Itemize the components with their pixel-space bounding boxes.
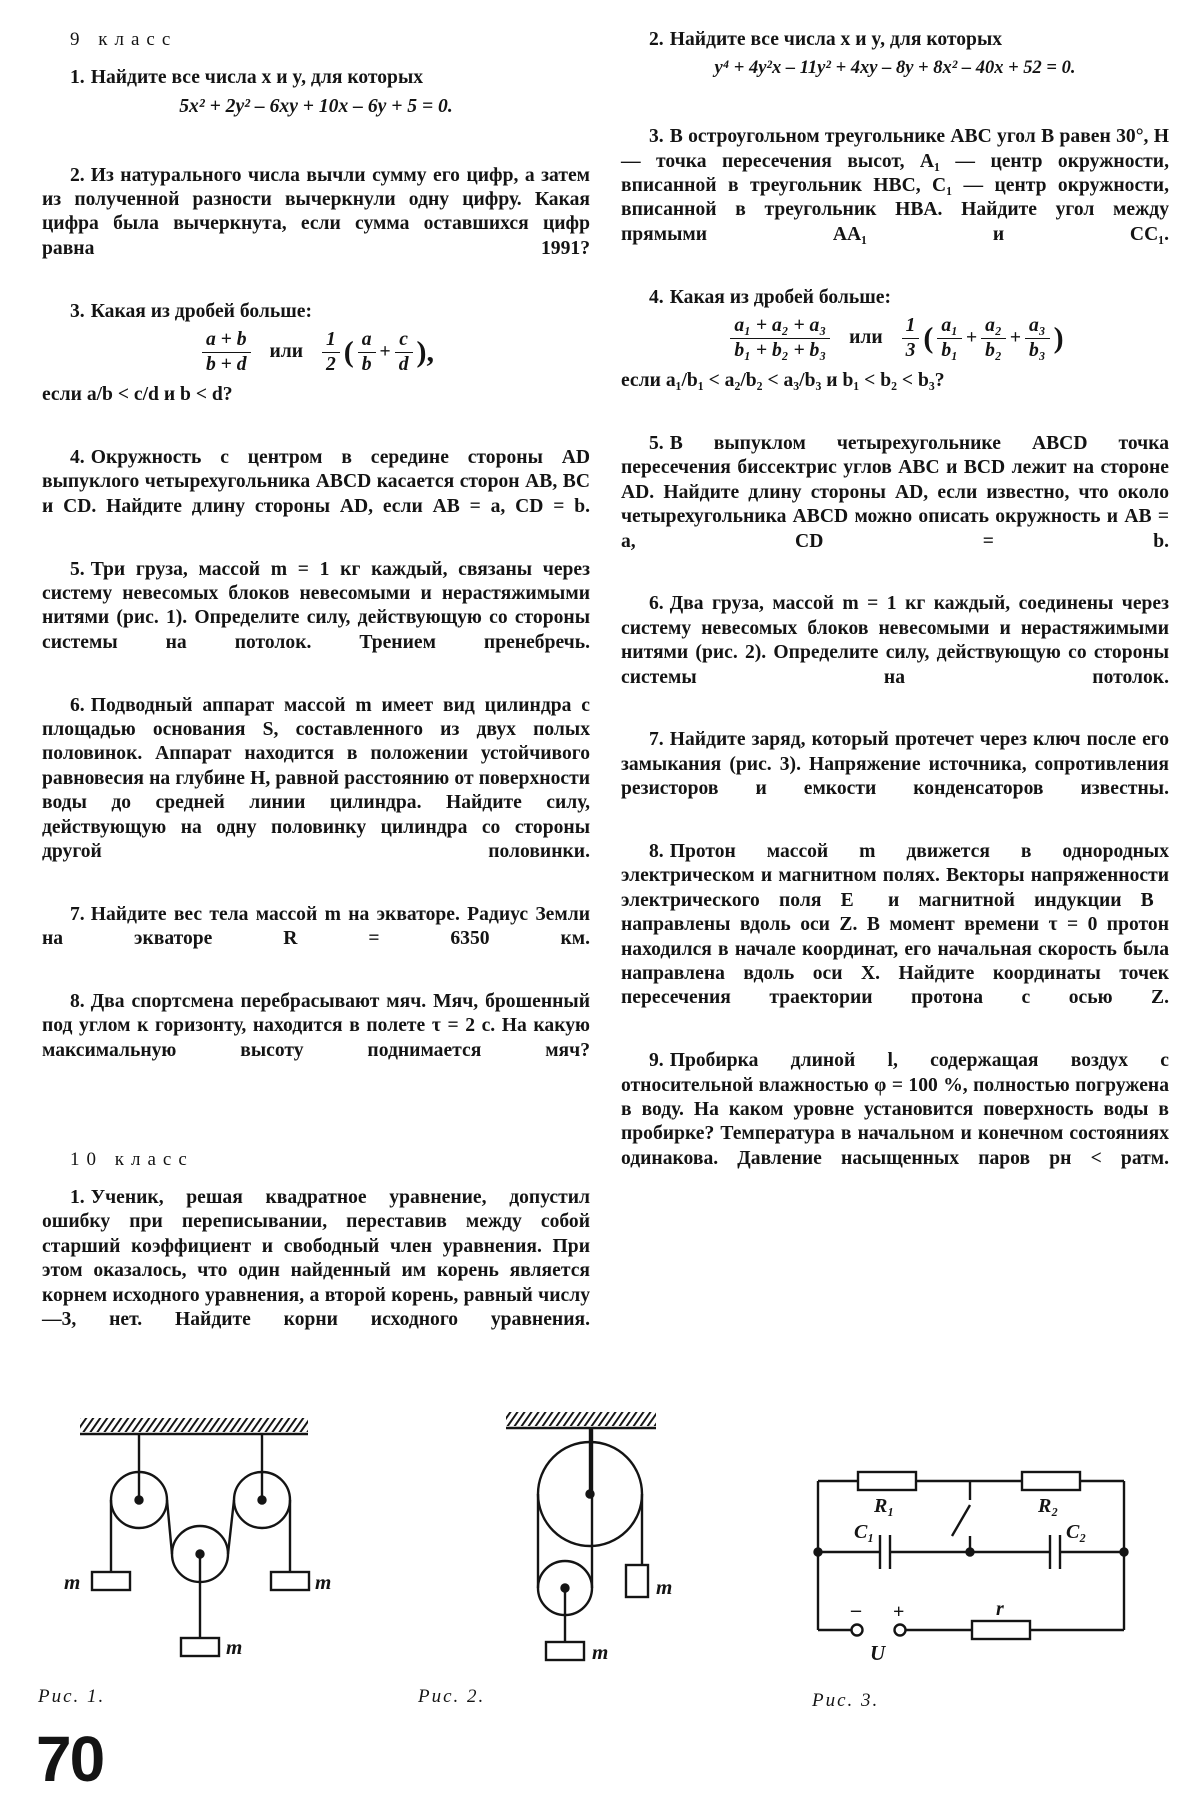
problem-number: 4. — [649, 286, 664, 308]
fraction — [1025, 314, 1050, 363]
pulley-center — [172, 1526, 228, 1582]
numerator: a₁ — [937, 314, 962, 339]
terminal-minus — [852, 1625, 863, 1636]
numerator: 1 — [902, 314, 920, 339]
plus-sign: + — [379, 341, 391, 363]
problem-text: Ученик, решая квадратное уравнение, допустил ошибку при переписывании, переставив между собой старший коэффициент и свободный член уравнения. При этом оказалось, что один найденный им корень является корнем исходного уравнения, а второй корень, равный числу —3, нет. Найдите корни исходного уравнения. — [42, 1187, 590, 1331]
axle — [562, 1585, 569, 1592]
fraction — [902, 314, 920, 363]
numerator: c — [395, 328, 413, 353]
left-column — [42, 28, 590, 1371]
label-r2: R₂ — [1038, 1495, 1059, 1517]
fraction-comparison — [42, 328, 590, 377]
plus-sign: + — [1009, 327, 1021, 349]
paren-open: ( — [343, 335, 354, 369]
fraction — [358, 328, 376, 377]
axle — [587, 1491, 594, 1498]
grade9-problem-6 — [42, 694, 590, 889]
problem-number: 4. — [70, 446, 85, 468]
mass-label: m — [656, 1575, 673, 1599]
problem-number: 7. — [649, 729, 664, 751]
problem-number: 2. — [649, 29, 664, 50]
problem-number: 1. — [70, 1187, 85, 1209]
grade10-problem-8 — [621, 840, 1169, 1035]
problem-text: Из натурального числа вычли сумму его цифр, а затем из полученной разности вычеркнули одну цифру. Какая цифра была вычеркнута, если сумма оставшихся цифр равна 1991? — [42, 164, 590, 259]
rope — [167, 1500, 172, 1554]
ceiling-hatch — [506, 1412, 656, 1426]
fraction — [202, 328, 251, 377]
grade10-problem-5 — [621, 432, 1169, 578]
problem-number: 2. — [70, 164, 85, 186]
pulley-small — [538, 1561, 592, 1615]
paren-open: ( — [923, 321, 934, 355]
or-word: или — [849, 327, 883, 349]
numerator: a₂ — [981, 314, 1006, 339]
condition: если a₁/b₁ < a₂/b₂ < a₃/b₃ и b₁ < b₂ < b₃? — [621, 370, 945, 392]
resistor-r1 — [858, 1472, 916, 1490]
figure-1-pulley-system — [80, 1418, 309, 1656]
grade9-problem-8 — [42, 990, 590, 1088]
label-plus: + — [893, 1601, 905, 1623]
node — [815, 1549, 822, 1556]
problem-number: 5. — [70, 558, 85, 580]
label-c1: C₁ — [854, 1521, 875, 1543]
page-number: 70 — [36, 1723, 104, 1795]
problem-text: Пробирка длиной l, содержащая воздух с относительной влажностью φ = 100 %, полностью погружена в воду. На каком уровне установится поверхность воды в пробирке? Температура в начальном и конечном состояниях одинакова. Давление насыщенных паров pн < pатм. — [621, 1050, 1169, 1169]
denominator: b₃ — [1028, 340, 1046, 362]
grade9-problem-1 — [42, 66, 590, 149]
numerator: a₁ + a₂ + a₃ — [730, 314, 830, 339]
grade9-problem-4 — [42, 446, 590, 544]
problem-number: 8. — [649, 840, 664, 862]
label-r1: R₁ — [874, 1495, 895, 1517]
grade10-problem-4 — [621, 286, 1169, 418]
node — [967, 1549, 974, 1556]
fraction — [730, 314, 830, 363]
switch-lever — [952, 1505, 970, 1536]
denominator: b₁ — [941, 340, 958, 362]
resistor-r — [972, 1621, 1030, 1639]
paren-close: ), — [416, 335, 434, 369]
fraction — [937, 314, 962, 363]
weight-bottom — [546, 1642, 584, 1660]
axle — [197, 1551, 204, 1558]
label-c2: C₂ — [1066, 1521, 1087, 1543]
problem-number: 7. — [70, 903, 85, 925]
paren-close: ) — [1053, 321, 1064, 355]
condition: если a/b < c/d и b < d? — [42, 384, 233, 406]
plus-sign: + — [966, 327, 978, 349]
problem-number: 3. — [70, 300, 85, 322]
grade9-problem-2 — [42, 164, 590, 286]
grade10-problem-7 — [621, 728, 1169, 826]
weight-left — [92, 1572, 130, 1590]
problem-number: 6. — [649, 593, 664, 615]
problem-number: 3. — [649, 126, 664, 148]
problem-text: Подводный аппарат массой m имеет вид цилиндра с площадью основания S, составленного из двух полых половинок. Аппарат находится в положении устойчивого равновесия на глубине H, равной расстоянию от поверхности воды до средней линии цилиндра. Найдите силу, действующую на одну половинку цилиндра со стороны другой половинки. — [42, 694, 590, 862]
fraction — [395, 328, 413, 377]
grade10-problem-2 — [621, 28, 1169, 111]
problem-number: 9. — [649, 1050, 664, 1072]
mass-label: m — [315, 1570, 332, 1594]
figure-2-caption: Рис. 2. — [418, 1686, 486, 1707]
numerator: a — [358, 328, 376, 353]
denominator: b + d — [205, 354, 247, 376]
problem-text: Найдите вес тела массой m на экваторе. Радиус Земли на экваторе R = 6350 км. — [42, 903, 590, 950]
fraction — [981, 314, 1006, 363]
problem-text: Найдите все числа x и y, для которых — [669, 29, 1003, 50]
pulley-right — [234, 1472, 290, 1528]
denominator: 3 — [905, 340, 916, 362]
problem-number: 1. — [70, 67, 85, 89]
fraction-comparison — [621, 314, 1169, 363]
weight-right — [626, 1565, 648, 1597]
grade9-heading: 9 класс — [70, 29, 178, 50]
problem-text: Два груза, массой m = 1 кг каждый, соединены через систему невесомых блоков невесомыми и нерастяжимыми нитями (рис. 2). Определите силу, действующую со стороны системы на потолок. — [621, 593, 1169, 688]
terminal-plus — [895, 1625, 906, 1636]
figure-3-caption: Рис. 3. — [812, 1690, 880, 1711]
rope — [228, 1500, 234, 1554]
grade10-problem-6 — [621, 592, 1169, 714]
figure-1-caption: Рис. 1. — [38, 1686, 106, 1707]
grade9-problem-5 — [42, 558, 590, 680]
problem-text: Найдите все числа x и y, для которых — [90, 67, 424, 89]
node — [1121, 1549, 1128, 1556]
numerator: a + b — [202, 328, 251, 353]
mass-label: m — [64, 1570, 81, 1594]
denominator: d — [398, 354, 409, 376]
denominator: b — [361, 354, 372, 376]
equation: 5x² + 2y² – 6xy + 10x – 6y + 5 = 0. — [179, 95, 453, 117]
grade10-problem-9 — [621, 1049, 1169, 1195]
problem-number: 6. — [70, 694, 85, 716]
right-column — [621, 28, 1169, 1210]
figure-3-circuit — [815, 1472, 1128, 1639]
denominator: 2 — [325, 354, 336, 376]
grade10-heading: 10 класс — [70, 1148, 194, 1170]
problem-text: Три груза, массой m = 1 кг каждый, связаны через систему невесомых блоков невесомыми и нерастяжимыми нитями (рис. 1). Определите силу, действующую со стороны системы на потолок. Трением пренебречь. — [42, 558, 590, 653]
or-word: или — [269, 341, 304, 363]
mass-label: m — [592, 1640, 609, 1664]
denominator: b₂ — [985, 340, 1002, 362]
ceiling-hatch — [80, 1418, 308, 1432]
problem-text: Два спортсмена перебрасывают мяч. Мяч, брошенный под углом к горизонту, находится в полете τ = 2 с. На какую максимальную высоту поднимается мяч? — [42, 991, 590, 1061]
weight-bottom — [181, 1638, 219, 1656]
problem-text: Найдите заряд, который протечет через ключ после его замыкания (рис. 3). Напряжение источника, сопротивления резисторов и емкости конденсаторов известны. — [621, 729, 1169, 800]
label-r: r — [996, 1598, 1004, 1620]
grade9-problem-3 — [42, 300, 590, 432]
problem-text: Какая из дробей больше: — [90, 300, 313, 322]
equation: y⁴ + 4y²x – 11y² + 4xy – 8y + 8x² – 40x + 52 = 0. — [714, 58, 1076, 79]
resistor-r2 — [1022, 1472, 1080, 1490]
grade10-problem-3 — [621, 125, 1169, 271]
problem-text: Протон массой m движется в однородных электрическом и магнитном полях. Векторы напряженности электрического поля E⃗ и магнитной индукции B⃗ направлены вдоль оси Z. В момент времени τ = 0 протон находился в начале координат, его начальная скорость была направлена вдоль оси X. Найдите координаты точек пересечения траектории протона с осью Z. — [621, 840, 1169, 1009]
denominator: b₁ + b₂ + b₃ — [734, 340, 827, 362]
fraction — [322, 328, 340, 377]
grade9-problem-7 — [42, 903, 590, 976]
pulley-left — [111, 1472, 167, 1528]
numerator: 1 — [322, 328, 340, 353]
problem-number: 5. — [649, 432, 664, 454]
axle — [136, 1497, 143, 1504]
label-minus: – — [851, 1599, 861, 1621]
numerator: a₃ — [1025, 314, 1050, 339]
problem-text: В выпуклом четырехугольнике ABCD точка пересечения биссектрис углов ABC и BCD лежит на стороне AD. Найдите длину стороны AD, если известно, что около четырехугольника ABCD можно описать окружность и AB = a, CD = b. — [621, 432, 1169, 552]
axle — [259, 1497, 266, 1504]
grade10-problem-1 — [42, 1186, 590, 1357]
mass-label: m — [226, 1635, 243, 1659]
figure-2-pulley-system — [506, 1412, 656, 1660]
weight-right — [271, 1572, 309, 1590]
pulley-large — [538, 1442, 642, 1546]
problem-text: Какая из дробей больше: — [669, 286, 892, 308]
problem-text: Окружность с центром в середине стороны AD выпуклого четырехугольника ABCD касается сторон AB, BC и CD. Найдите длину стороны AD, если AB = a, CD = b. — [42, 446, 590, 517]
problem-number: 8. — [70, 991, 85, 1012]
problem-text: В остроугольном треугольнике ABC угол B равен 30°, H — точка пересечения высот, A₁ — центр окружности, вписанной в треугольник HBC, C₁ — центр окружности, вписанной в треугольник HBA. Найдите угол между прямыми AA₁ и CC₁. — [621, 126, 1169, 245]
label-u: U — [870, 1641, 886, 1665]
